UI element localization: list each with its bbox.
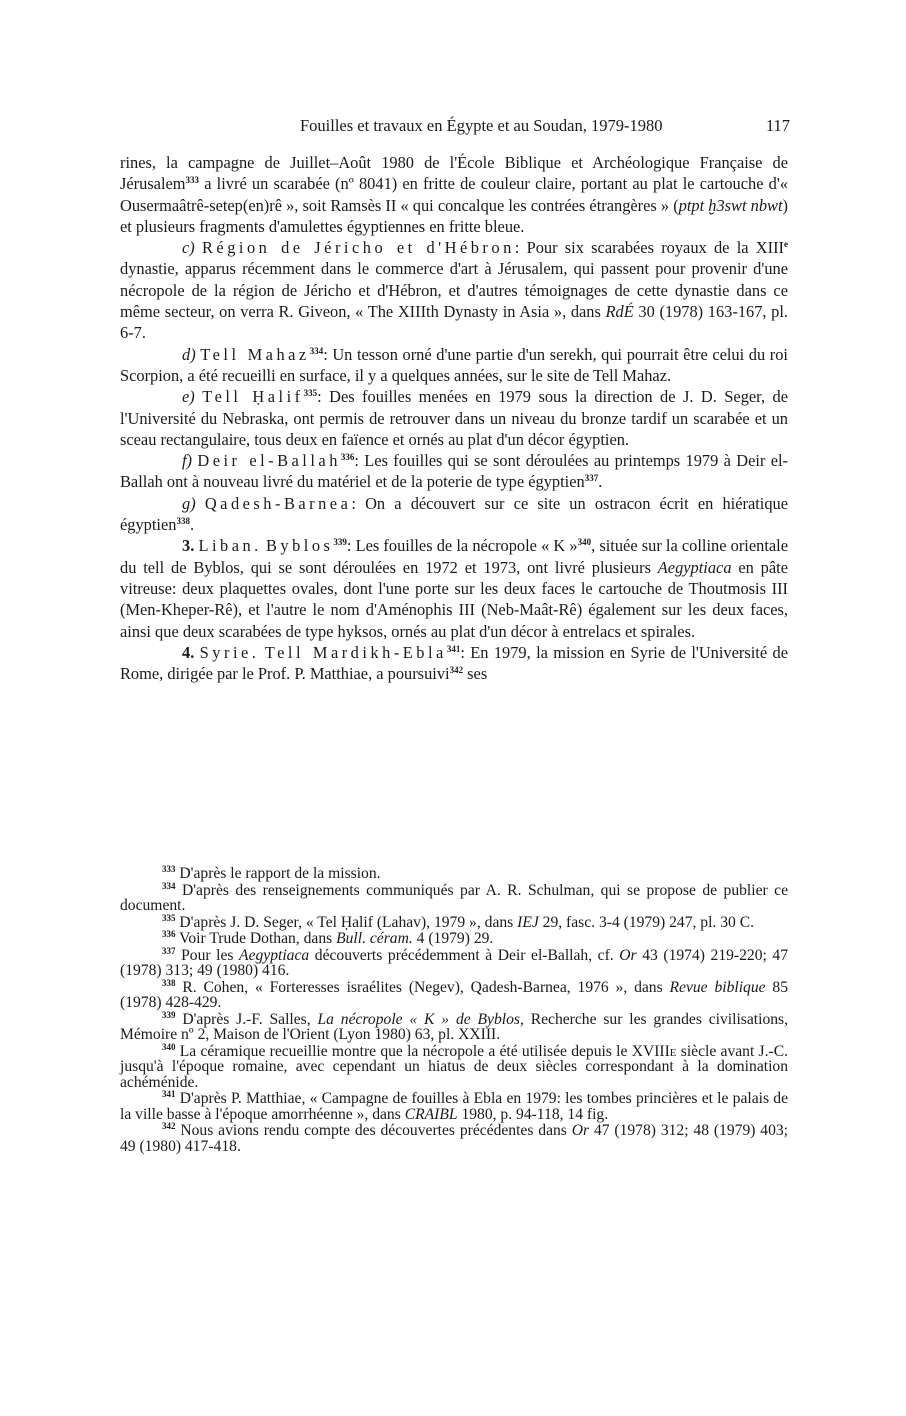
footnote-ref[interactable]: 340 (577, 537, 592, 548)
subsection-heading: Byblos (265, 536, 334, 556)
paragraph: 4. Syrie. Tell Mardikh-Ebla$^{341}$: En 1979, la mission en Syrie de l'Université de Rome, dirigée par le Prof. P. Matthiae, a poursuivi$^{342}$ ses (120, 642, 788, 684)
section-heading: Deir el-Ballah (197, 451, 341, 471)
paragraph: 3. Liban. Byblos$^{339}$: Les fouilles de la nécropole « K »$^{340}$, située sur la colline orientale du tell de Byblos, qui se sont déroulées en 1972 et 1973, ont livré plusieurs Aegyptiaca en pâte vitreuse: deux plaquettes ovales, dont l'une porte sur les deux faces le cartouche de Thoutmosis III (Men-Kheper-Rê), et l'autre le nom d'Aménophis III (Neb-Maât-Rê) également sur les deux faces, ainsi que deux scarabées de type hyksos, ornés au plat d'un décor à entrelacs et spirales. (120, 536, 788, 641)
footnote-number: 333 (162, 864, 176, 874)
section-label: f) (182, 451, 193, 471)
footnote-ref[interactable]: 337 (584, 473, 599, 484)
footnote-number: 341 (162, 1089, 176, 1099)
footnote-number: 335 (162, 912, 176, 923)
footnote: $^{339}$ D'après J.-F. Salles, La nécropole « K » de Byblos, Recherche sur les grandes civilisations, Mémoire nº 2, Maison de l'Orient (Lyon 1980) 63, pl. XXIII. (120, 1009, 788, 1043)
footnote: $^{333}$ D'après le rapport de la mission. (162, 864, 381, 882)
page-number: 117 (765, 116, 790, 135)
footnote-ref[interactable]: 336 (340, 452, 355, 463)
section-label: 3. (182, 536, 195, 556)
section-heading: Tell Mahaz (200, 344, 310, 364)
subsection-heading: Tell Mardikh-Ebla (264, 642, 447, 662)
section-label: g) (182, 493, 196, 513)
footnote-ref[interactable]: 341 (446, 643, 461, 654)
paragraph: d) Tell Mahaz$^{334}$: Un tesson orné d'une partie d'un serekh, qui pourrait être celui du roi Scorpion, a été recueilli en surface, il y a quelques années, sur le site de Tell Mahaz. (120, 344, 788, 385)
paragraph: rines, la campagne de Juillet–Août 1980 de l'École Biblique et Archéologique Française de Jérusalem$^{333}$ a livré un scarabée (nº 8041) en fritte de couleur claire, portant au plat le cartouche d'« Ousermaâtrê-setep(en)rê », soit Ramsès II « qui concalque les contrées étrangères » (ptpt ḫ3swt nbwt) et plusieurs fragments d'amulettes égyptiennes en fritte bleue. (120, 153, 789, 236)
paragraph: e) Tell Ḥalif$^{335}$: Des fouilles menées en 1979 sous la direction de J. D. Seger, de l'Université du Nebraska, ont permis de retrouver dans un niveau du bronze tardif un scarabée et un sceau rectangulaire, tous deux en faïence et ornés au plat d'un décor égyptien. (120, 387, 788, 449)
section-label: 4. (182, 642, 195, 662)
section-heading: Syrie. (199, 642, 260, 662)
section-label: d) (182, 344, 196, 364)
section-heading: Qadesh-Barnea (204, 493, 352, 513)
footnote-number: 342 (162, 1121, 176, 1131)
footnote-ref[interactable]: 333 (185, 175, 200, 186)
footnote-ref[interactable]: 334 (309, 345, 324, 356)
footnote: $^{336}$ Voir Trude Dothan, dans Bull. céram. 4 (1979) 29. (162, 929, 494, 947)
footnotes (120, 866, 788, 1155)
footnote-ref[interactable]: 335 (303, 388, 318, 399)
main-text (120, 152, 788, 684)
section-label: c) (182, 238, 195, 258)
footnote: $^{338}$ R. Cohen, « Forteresses israélites (Negev), Qadesh-Barnea, 1976 », dans Revue biblique 85 (1978) 428-429. (120, 977, 788, 1011)
footnote: $^{341}$ D'après P. Matthiae, « Campagne de fouilles à Ebla en 1979: les tombes princières et le palais de la ville basse à l'époque amorrhéenne », dans CRAIBL 1980, p. 94-118, 14 fig. (120, 1089, 788, 1123)
section-heading: Tell Ḥalif (202, 387, 304, 407)
footnote-ref[interactable]: 342 (449, 665, 464, 676)
paragraph: g) Qadesh-Barnea: On a découvert sur ce site un ostracon écrit en hiératique égyptien$^{338}$. (120, 493, 788, 535)
footnote: $^{335}$ D'après J. D. Seger, « Tel Ḥalif (Lahav), 1979 », dans IEJ 29, fasc. 3-4 (1979) 247, pl. 30 C. (162, 912, 755, 931)
footnote: $^{342}$ Nous avions rendu compte des découvertes précédentes dans Or 47 (1978) 312; 48 (1979) 403; 49 (1980) 417-418. (120, 1121, 789, 1155)
footnote-number: 338 (162, 977, 176, 988)
footnote-number: 334 (162, 880, 176, 891)
footnote: $^{334}$ D'après des renseignements communiqués par A. R. Schulman, qui se propose de publier ce document. (120, 880, 788, 914)
footnote-number: 340 (162, 1041, 176, 1052)
section-label: e) (182, 387, 195, 407)
running-title: Fouilles et travaux en Égypte et au Soudan, 1979-1980 (300, 116, 663, 135)
footnote-number: 336 (162, 929, 176, 939)
paragraph: f) Deir el-Ballah$^{336}$: Les fouilles qui se sont déroulées au printemps 1979 à Deir el-Ballah ont à nouveau livré du matériel et de la poterie de type égyptien$^{337}$. (120, 451, 788, 492)
section-heading: Liban. (198, 536, 262, 556)
footnote-ref[interactable]: 338 (176, 516, 190, 527)
footnote-number: 337 (162, 945, 176, 956)
paragraph: c) Région de Jéricho et d'Hébron: Pour six scarabées royaux de la XIIIe dynastie, apparus récemment dans le commerce d'art à Jérusalem, qui passent pour provenir d'une nécropole de la région de Jéricho et d'Hébron, et d'autres témoignages de cette dynastie dans ce même secteur, on verra R. Giveon, « The XIIIth Dynasty in Asia », dans RdÉ 30 (1978) 163-167, pl. 6-7. (120, 238, 788, 343)
footnote: $^{340}$ La céramique recueillie montre que la nécropole a été utilisée depuis le XVIIIe siècle avant J.-C. jusqu'à l'époque romaine, avec cependant un hiatus de deux siècles correspondant à la domination achéménide. (120, 1041, 789, 1091)
footnote-number: 339 (162, 1009, 176, 1020)
footnote-ref[interactable]: 339 (333, 537, 347, 548)
section-heading: Région de Jéricho et d'Hébron (201, 238, 515, 258)
footnote: $^{337}$ Pour les Aegyptiaca découverts précédemment à Deir el-Ballah, cf. Or 43 (1974) 219-220; 47 (1978) 313; 49 (1980) 416. (120, 945, 789, 979)
